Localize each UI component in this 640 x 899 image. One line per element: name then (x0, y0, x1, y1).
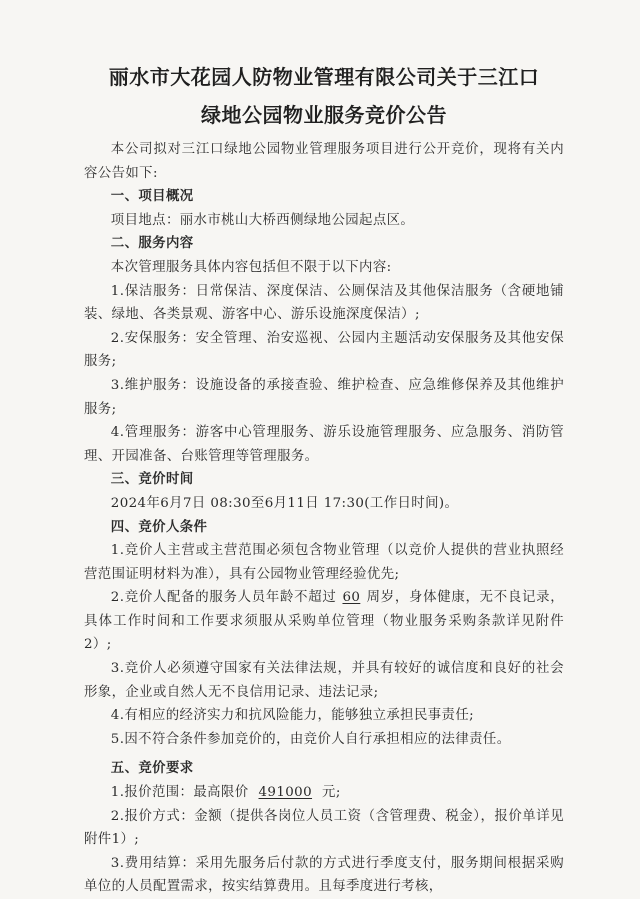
section-4-heading: 四、竞价人条件 (110, 519, 208, 535)
intro-paragraph: 本公司拟对三江口绿地公园物业管理服务项目进行公开竞价，现将有关内容公告如下: (84, 142, 564, 181)
section-2-heading: 二、服务内容 (110, 236, 194, 252)
section-3-heading: 三、竞价时间 (110, 472, 194, 488)
section-5-heading: 五、竞价要求 (110, 761, 194, 777)
requirement-item-3: 3.费用结算：采用先服务后付款的方式进行季度支付，服务期间根据采购单位的人员配置需求，按实结算费用。且每季度进行考核， (84, 855, 564, 895)
requirement-item-2: 2.报价方式：金额（提供各岗位人员工资（含管理费、税金），报价单详见附件1）; (84, 808, 564, 848)
section-1-heading: 一、项目概况 (110, 189, 194, 205)
condition-item-3: 3.竞价人必须遵守国家有关法律法规，并具有较好的诚信度和良好的社会形象，企业或自然人无不良信用记录、违法记录; (84, 661, 564, 700)
service-item-security: 2.安保服务：安全管理、治安巡视、公园内主题活动安保服务及其他安保服务; (84, 330, 564, 370)
requirement-item-1 (84, 781, 564, 805)
service-item-management: 4.管理服务：游客中心管理服务、游乐设施管理服务、应急服务、消防管理、开园准备、台账管理等管理服务。 (84, 425, 564, 464)
condition-item-4: 4.有相应的经济实力和抗风险能力，能够独立承担民事责任; (110, 708, 475, 724)
title-line-1: 丽水市大花园人防物业管理有限公司关于三江口 (108, 65, 540, 89)
condition-item-2-text-b: 周岁，身体健康，无不良记录，具体工作时间和工作要求须服从采购单位管理（物业服务采购条款详见附件2）; (84, 590, 564, 653)
price-cap-value: 491000 (258, 785, 313, 801)
service-item-maintenance: 3.维护服务：设施设备的承接查验、维护检查、应急维修保养及其他维护服务; (84, 377, 564, 417)
condition-item-5: 5.因不符合条件参加竞价的，由竞价人自行承担相应的法律责任。 (110, 731, 511, 747)
title-line-2: 绿地公园物业服务竞价公告 (201, 103, 447, 127)
condition-item-1: 1.竞价人主营或主营范围必须包含物业管理（以竞价人提供的营业执照经营范围证明材料为准），具有公园物业管理经验优先; (84, 543, 564, 582)
announcement-title (84, 58, 564, 134)
service-intro: 本次管理服务具体内容包括但不限于以下内容: (110, 259, 392, 275)
service-item-cleaning: 1.保洁服务：日常保洁、深度保洁、公厕保洁及其他保洁服务（含硬地铺装、绿地、各类景观、游客中心、游乐设施深度保洁）; (84, 283, 564, 323)
project-location: 项目地点：丽水市桃山大桥西侧绿地公园起点区。 (110, 212, 415, 228)
age-limit-value: 60 (342, 590, 361, 606)
requirement-item-1-text-b: 元; (322, 785, 341, 801)
requirement-item-1-text-a: 1.报价范围：最高限价 (110, 785, 249, 801)
condition-item-2-text-a: 2.竞价人配备的服务人员年龄不超过 (110, 590, 337, 606)
bidding-time: 2024年6月7日 08:30至6月11日 17:30(工作日时间)。 (110, 495, 459, 511)
condition-item-2 (84, 586, 564, 657)
announcement-body (84, 138, 564, 899)
